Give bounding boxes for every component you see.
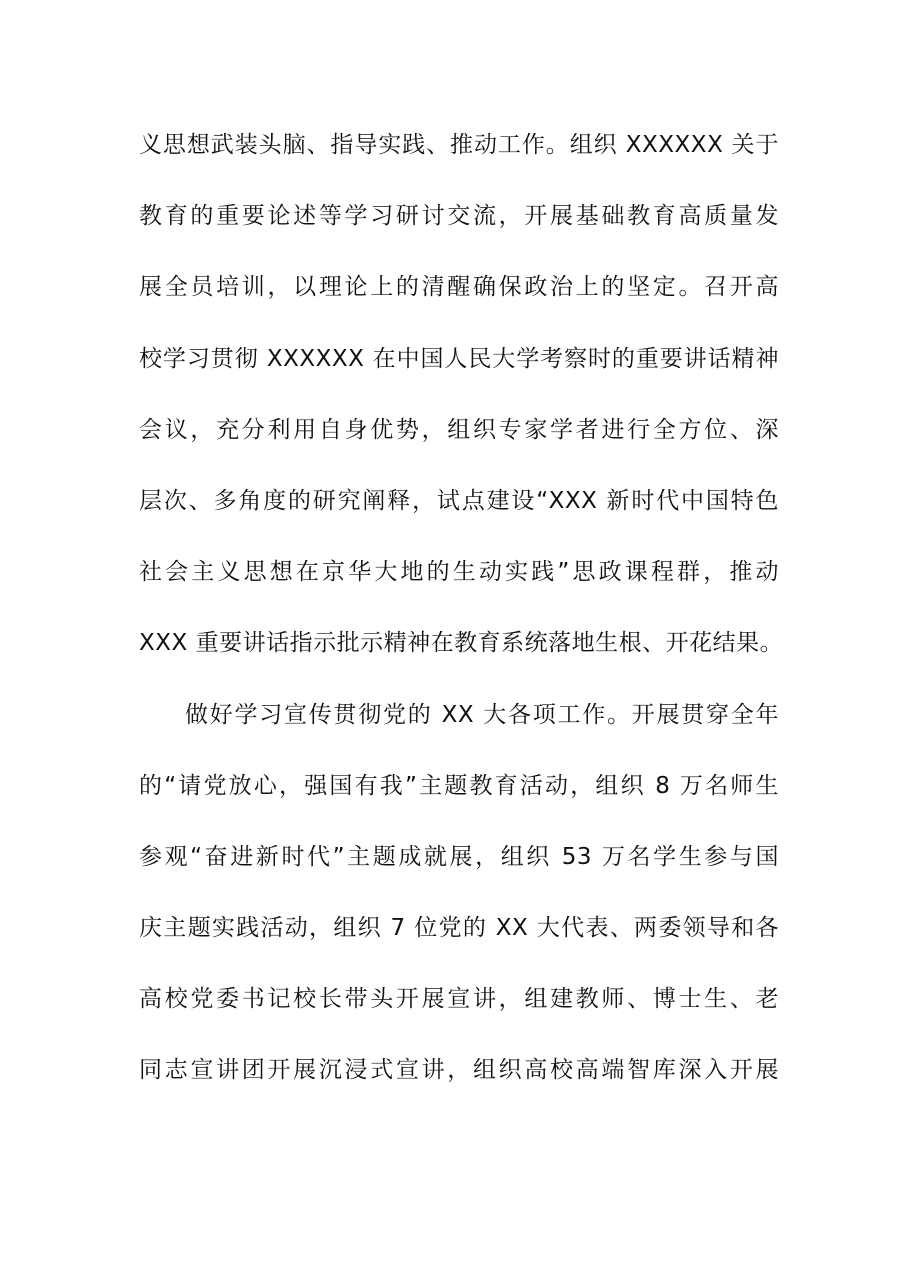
paragraph-2-line-6: 同志宣讲团开展沉浸式宣讲，组织高校高端智库深入开展 [139,1057,779,1084]
paragraph-1-line-4: 校学习贯彻 XXXXXX 在中国人民大学考察时的重要讲话精神 [139,345,779,372]
paragraph-1-line-7: 社会主义思想在京华大地的生动实践”思政课程群，推动 [139,559,779,586]
paragraph-2-line-1: 做好学习宣传贯彻党的 XX 大各项工作。开展贯穿全年 [185,701,779,728]
paragraph-1-line-8: XXX 重要讲话指示批示精神在教育系统落地生根、开花结果。 [139,630,784,657]
paragraph-2-line-3: 参观“奋进新时代”主题成就展，组织 53 万名学生参与国 [139,843,779,870]
paragraph-1-line-1: 义思想武装头脑、指导实践、推动工作。组织 XXXXXX 关于 [139,132,779,158]
paragraph-2-line-5: 高校党委书记校长带头开展宣讲，组建教师、博士生、老 [139,986,779,1013]
paragraph-1-line-3: 展全员培训，以理论上的清醒确保政治上的坚定。召开高 [139,274,779,301]
paragraph-2-line-4: 庆主题实践活动，组织 7 位党的 XX 大代表、两委领导和各 [139,915,779,942]
paragraph-2-line-2: 的“请党放心，强国有我”主题教育活动，组织 8 万名师生 [139,772,779,799]
paragraph-1-line-2: 教育的重要论述等学习研讨交流，开展基础教育高质量发 [139,203,779,230]
paragraph-1-line-5: 会议，充分利用自身优势，组织专家学者进行全方位、深 [139,416,779,443]
body-text [139,120,784,1117]
paragraph-1-line-6: 层次、多角度的研究阐释，试点建设“XXX 新时代中国特色 [139,487,779,514]
